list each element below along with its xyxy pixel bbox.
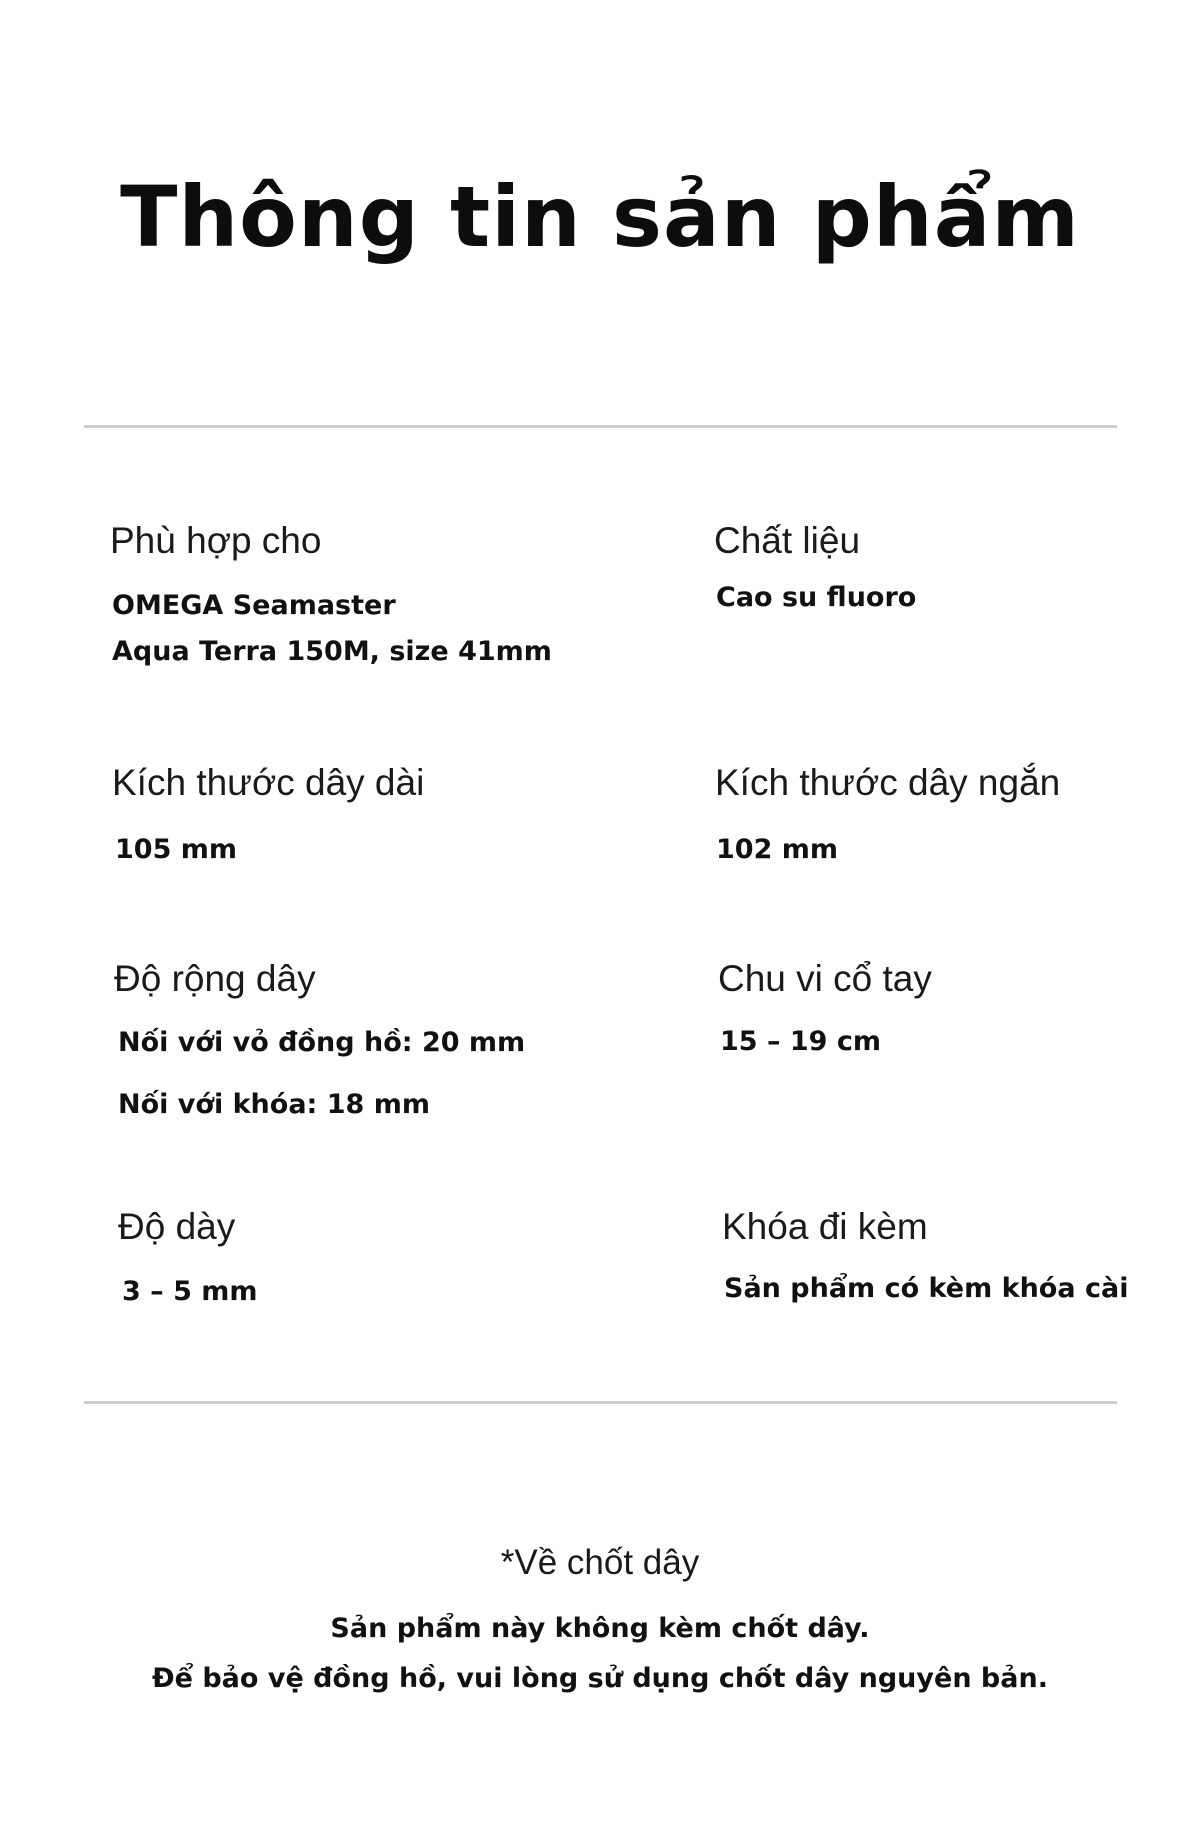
spec-value-wrist: 15 – 19 cm (720, 1026, 881, 1057)
spec-label-buckle: Khóa đi kèm (722, 1206, 928, 1247)
spec-value-long-strap: 105 mm (115, 834, 238, 865)
note-line-1: Sản phẩm này không kèm chốt dây. (330, 1613, 870, 1644)
spec-label-long-strap: Kích thước dây dài (112, 762, 425, 803)
spec-label-width: Độ rộng dây (114, 958, 316, 999)
spec-value-thickness: 3 – 5 mm (122, 1276, 258, 1307)
page-title: Thông tin sản phẩm (120, 168, 1080, 266)
spec-value-material: Cao su fluoro (716, 582, 917, 613)
note-heading: *Về chốt dây (500, 1543, 700, 1582)
spec-value-width-case: Nối với vỏ đồng hồ: 20 mm (118, 1027, 526, 1058)
spec-value-short-strap: 102 mm (716, 834, 839, 865)
spec-label-compatible: Phù hợp cho (110, 520, 322, 561)
divider-bottom (84, 1401, 1117, 1404)
spec-label-short-strap: Kích thước dây ngắn (715, 762, 1061, 803)
spec-label-wrist: Chu vi cổ tay (718, 958, 932, 999)
spec-value-buckle: Sản phẩm có kèm khóa cài (724, 1273, 1129, 1304)
spec-value-compatible-1: OMEGA Seamaster (112, 590, 396, 621)
spec-value-compatible-2: Aqua Terra 150M, size 41mm (112, 636, 552, 667)
divider-top (84, 425, 1117, 428)
spec-value-width-buckle: Nối với khóa: 18 mm (118, 1089, 430, 1120)
spec-label-material: Chất liệu (714, 520, 861, 561)
spec-label-thickness: Độ dày (118, 1206, 236, 1247)
note-line-2: Để bảo vệ đồng hồ, vui lòng sử dụng chốt dây nguyên bản. (152, 1663, 1048, 1694)
